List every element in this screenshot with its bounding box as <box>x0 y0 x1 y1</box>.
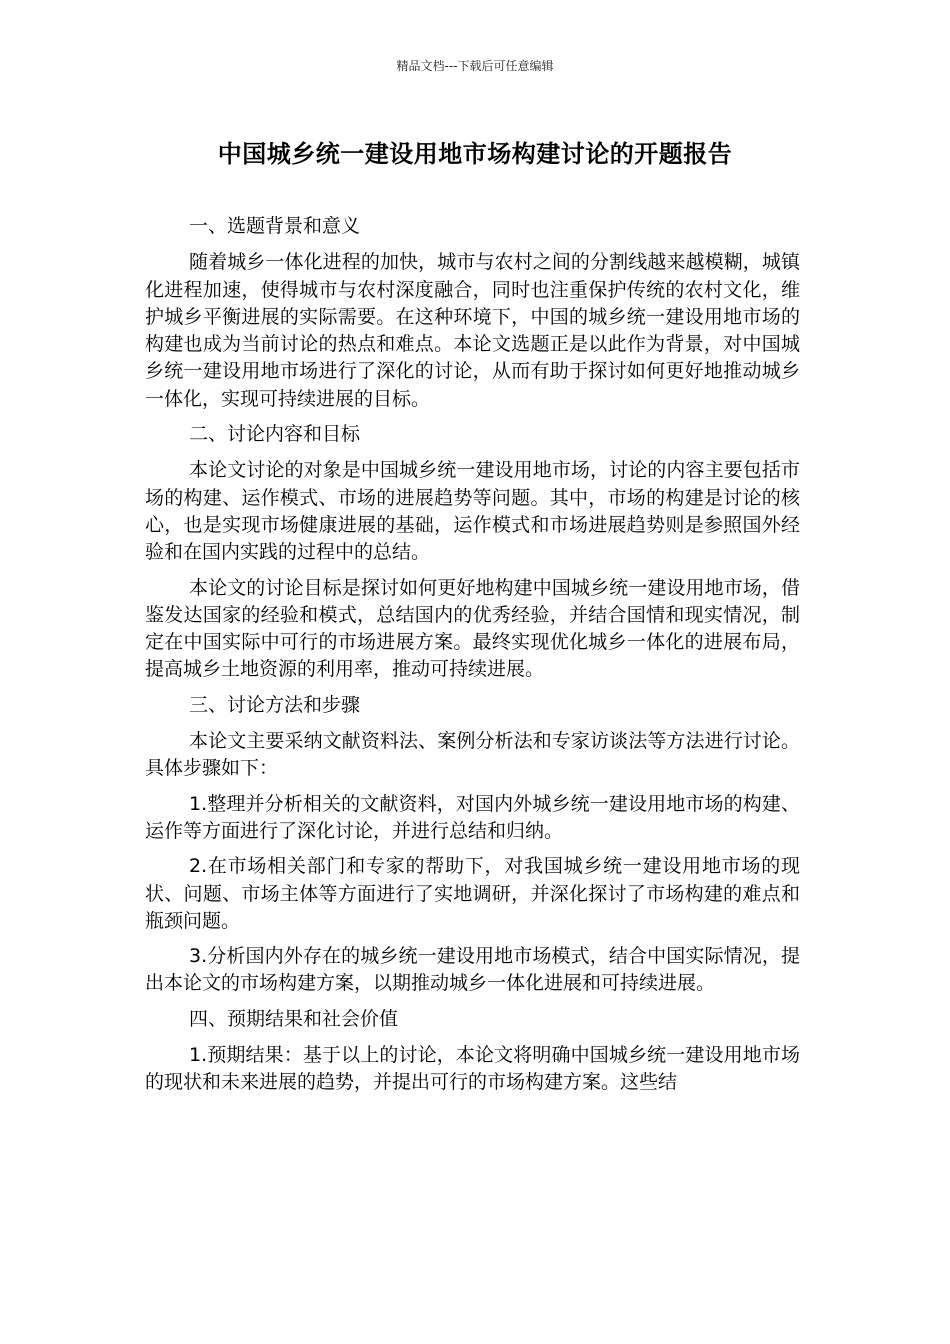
section-heading-background: 一、选题背景和意义 <box>189 215 361 237</box>
document-body <box>145 213 800 1105</box>
list-item-step-3: 3.分析国内外存在的城乡统一建设用地市场模式，结合中国实际情况，提出本论文的市场构建方案，以期推动城乡一体化进展和可持续进展。 <box>145 945 800 995</box>
paragraph-goals: 本论文的讨论目标是探讨如何更好地构建中国城乡统一建设用地市场，借鉴发达国家的经验和模式，总结国内的优秀经验，并结合国情和现实情况，制定在中国实际中可行的市场进展方案。最终实现优化城乡一体化的进展布局，提高城乡土地资源的利用率，推动可持续进展。 <box>145 576 800 681</box>
page-header-note: 精品文档---下载后可任意编辑 <box>396 59 554 73</box>
paragraph-expected-results: 1.预期结果：基于以上的讨论，本论文将明确中国城乡统一建设用地市场的现状和未来进展的趋势，并提出可行的市场构建方案。这些结 <box>145 1044 800 1094</box>
paragraph-content: 本论文讨论的对象是中国城乡统一建设用地市场，讨论的内容主要包括市场的构建、运作模式、市场的进展趋势等问题。其中，市场的构建是讨论的核心，也是实现市场健康进展的基础，运作模式和市场进展趋势则是参照国外经验和在国内实践的过程中的总结。 <box>145 459 800 564</box>
document-title: 中国城乡统一建设用地市场构建讨论的开题报告 <box>217 140 733 168</box>
list-item-step-1: 1.整理并分析相关的文献资料，对国内外城乡统一建设用地市场的构建、运作等方面进行了深化讨论，并进行总结和归纳。 <box>145 792 800 842</box>
paragraph-methods-intro: 本论文主要采纳文献资料法、案例分析法和专家访谈法等方法进行讨论。具体步骤如下： <box>145 730 800 780</box>
paragraph-background: 随着城乡一体化进程的加快，城市与农村之间的分割线越来越模糊，城镇化进程加速，使得城市与农村深度融合，同时也注重保护传统的农村文化，维护城乡平衡进展的实际需要。在这种环境下，中国的城乡统一建设用地市场的构建也成为当前讨论的热点和难点。本论文选题正是以此作为背景，对中国城乡统一建设用地市场进行了深化的讨论，从而有助于探讨如何更好地推动城乡一体化，实现可持续进展的目标。 <box>145 251 800 410</box>
section-heading-content-goals: 二、讨论内容和目标 <box>189 423 361 446</box>
section-heading-expected-results: 四、预期结果和社会价值 <box>189 1007 399 1030</box>
list-item-step-2: 2.在市场相关部门和专家的帮助下，对我国城乡统一建设用地市场的现状、问题、市场主体等方面进行了实地调研，并深化探讨了市场构建的难点和瓶颈问题。 <box>145 855 800 932</box>
section-heading-methods: 三、讨论方法和步骤 <box>189 693 361 716</box>
